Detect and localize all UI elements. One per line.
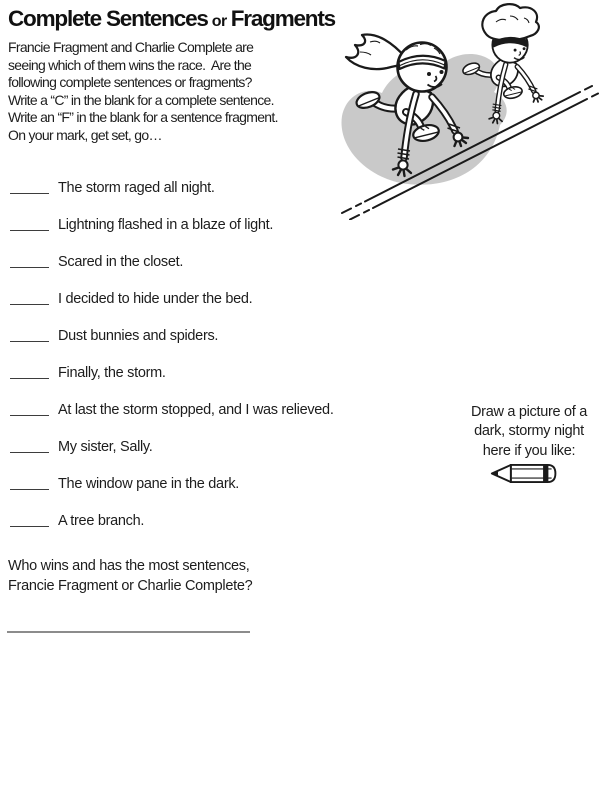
title-part-2: Fragments <box>230 6 335 31</box>
instructions-line: following complete sentences or fragments? <box>8 74 252 91</box>
list-item <box>10 476 334 513</box>
draw-note-line: dark, stormy night <box>474 423 584 440</box>
list-item <box>10 217 334 254</box>
answer-blank[interactable] <box>10 330 49 342</box>
answer-blank[interactable] <box>10 293 49 305</box>
list-item <box>10 291 334 328</box>
racing-kids-illustration <box>330 0 600 220</box>
sentence-text: Lightning flashed in a blaze of light. <box>58 217 274 233</box>
list-item <box>10 402 334 439</box>
page-title <box>8 6 335 32</box>
answer-blank[interactable] <box>10 441 49 453</box>
instructions-line: seeing which of them wins the race. Are the <box>8 56 252 73</box>
sentence-text: Scared in the closet. <box>58 254 184 270</box>
sentence-text: The storm raged all night. <box>58 180 215 196</box>
instructions-paragraph <box>8 39 278 145</box>
draw-note-line: Draw a picture of a <box>471 404 587 420</box>
instructions-line: Write an “F” in the blank for a sentence fragment. <box>8 109 278 126</box>
list-item <box>10 439 334 476</box>
sentence-text: Finally, the storm. <box>58 365 166 381</box>
pencil-icon <box>489 461 563 486</box>
boy-hair <box>482 4 539 40</box>
answer-blank[interactable] <box>10 182 49 194</box>
sentence-text: My sister, Sally. <box>58 439 153 455</box>
instructions-line: Francie Fragment and Charlie Complete are <box>8 39 254 55</box>
title-part-1: Complete Sentences <box>8 6 208 31</box>
sentence-text: A tree branch. <box>58 513 145 529</box>
answer-blank[interactable] <box>10 404 49 416</box>
sentence-list <box>10 180 334 550</box>
answer-blank[interactable] <box>10 515 49 527</box>
list-item <box>10 180 334 217</box>
final-question-line: Who wins and has the most sentences, <box>8 558 250 574</box>
final-question-line: Francie Fragment or Charlie Complete? <box>8 577 253 594</box>
answer-blank[interactable] <box>10 367 49 379</box>
answer-blank[interactable] <box>10 256 49 268</box>
answer-blank[interactable] <box>10 219 49 231</box>
list-item <box>10 513 334 550</box>
list-item <box>10 254 334 291</box>
final-question <box>8 557 252 596</box>
list-item <box>10 328 334 365</box>
list-item <box>10 365 334 402</box>
draw-note-line: here if you like: <box>482 442 576 459</box>
final-answer-blank[interactable] <box>7 619 250 633</box>
answer-blank[interactable] <box>10 478 49 490</box>
instructions-line: Write a “C” in the blank for a complete sentence. <box>8 91 274 108</box>
sentence-text: At last the storm stopped, and I was relieved. <box>58 402 334 418</box>
sentence-text: Dust bunnies and spiders. <box>58 328 219 344</box>
sentence-text: I decided to hide under the bed. <box>58 291 253 307</box>
draw-note <box>458 403 600 461</box>
sentence-text: The window pane in the dark. <box>58 476 240 492</box>
instructions-line: On your mark, get set, go… <box>8 126 162 143</box>
title-part-or: or <box>211 13 227 30</box>
